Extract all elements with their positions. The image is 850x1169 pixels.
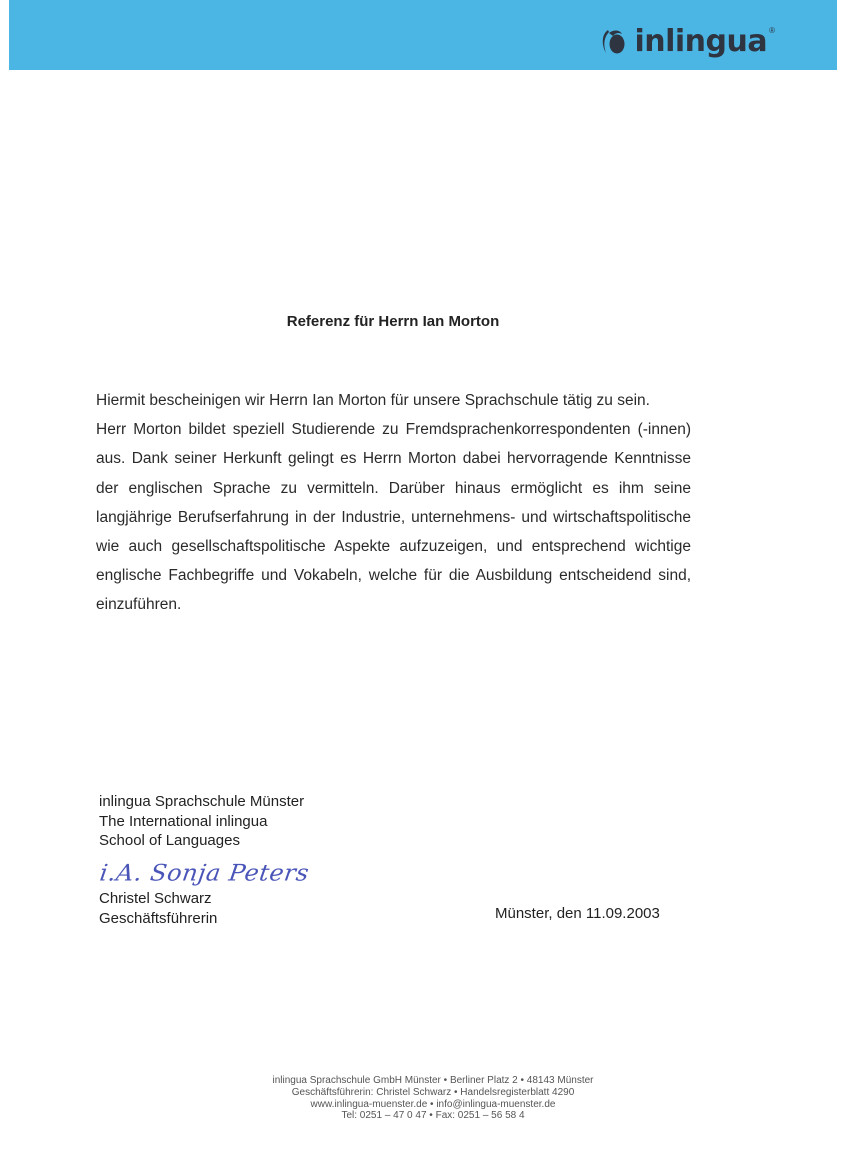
document-title: Referenz für Herrn Ian Morton	[286, 313, 500, 330]
footer-management-line: Geschäftsführerin: Christel Schwarz • Handelsregisterblatt 4290	[291, 1086, 575, 1098]
inlingua-head-logo-icon	[600, 27, 630, 57]
footer-address-line: inlingua Sprachschule GmbH Münster • Berliner Platz 2 • 48143 Münster	[272, 1075, 594, 1086]
footer-phone-line: Tel: 0251 – 47 0 47 • Fax: 0251 – 56 58 4	[341, 1110, 525, 1122]
logo-wordmark: inlingua	[634, 24, 768, 59]
place-date: Münster, den 11.09.2003	[495, 905, 660, 922]
footer	[0, 1075, 850, 1122]
paragraph: Herr Morton bildet speziell Studierende zu Fremdsprachenkorrespondenten (-innen) aus. Dank seiner Herkunft gelingt es Herrn Morton dabei hervorragende Kenntnisse der englischen Sprache zu vermitteln. Darüber hinaus ermöglicht es ihm seine langjährige Berufserfahrung in der Industrie, unternehmens- und wirtschaftspolitische wie auch gesellschaftspolitische Aspekte aufzuzeigen, und entsprechend wichtige englische Fachbegriffe und Vokabeln, welche für die Ausbildung entscheidend sind, einzuführen.	[96, 421, 691, 614]
header-band	[9, 0, 837, 70]
inlingua-logo	[600, 22, 775, 62]
organization-block	[99, 792, 304, 851]
footer-web-line: www.inlingua-muenster.de • info@inlingua-muenster.de	[310, 1098, 556, 1110]
body-text	[96, 386, 691, 620]
handwritten-signature: i.A. Sonja Peters	[98, 859, 311, 887]
signer-role: Geschäftsführerin	[99, 909, 218, 927]
organization-line: inlingua Sprachschule Münster	[99, 793, 305, 810]
signer-block	[99, 889, 217, 928]
organization-line: The International inlingua	[99, 812, 268, 830]
signer-name: Christel Schwarz	[99, 890, 212, 907]
organization-line: School of Languages	[99, 832, 240, 849]
registered-mark: ®	[769, 26, 775, 35]
paragraph: Hiermit bescheinigen wir Herrn Ian Morton für unsere Sprachschule tätig zu sein.	[96, 392, 650, 409]
